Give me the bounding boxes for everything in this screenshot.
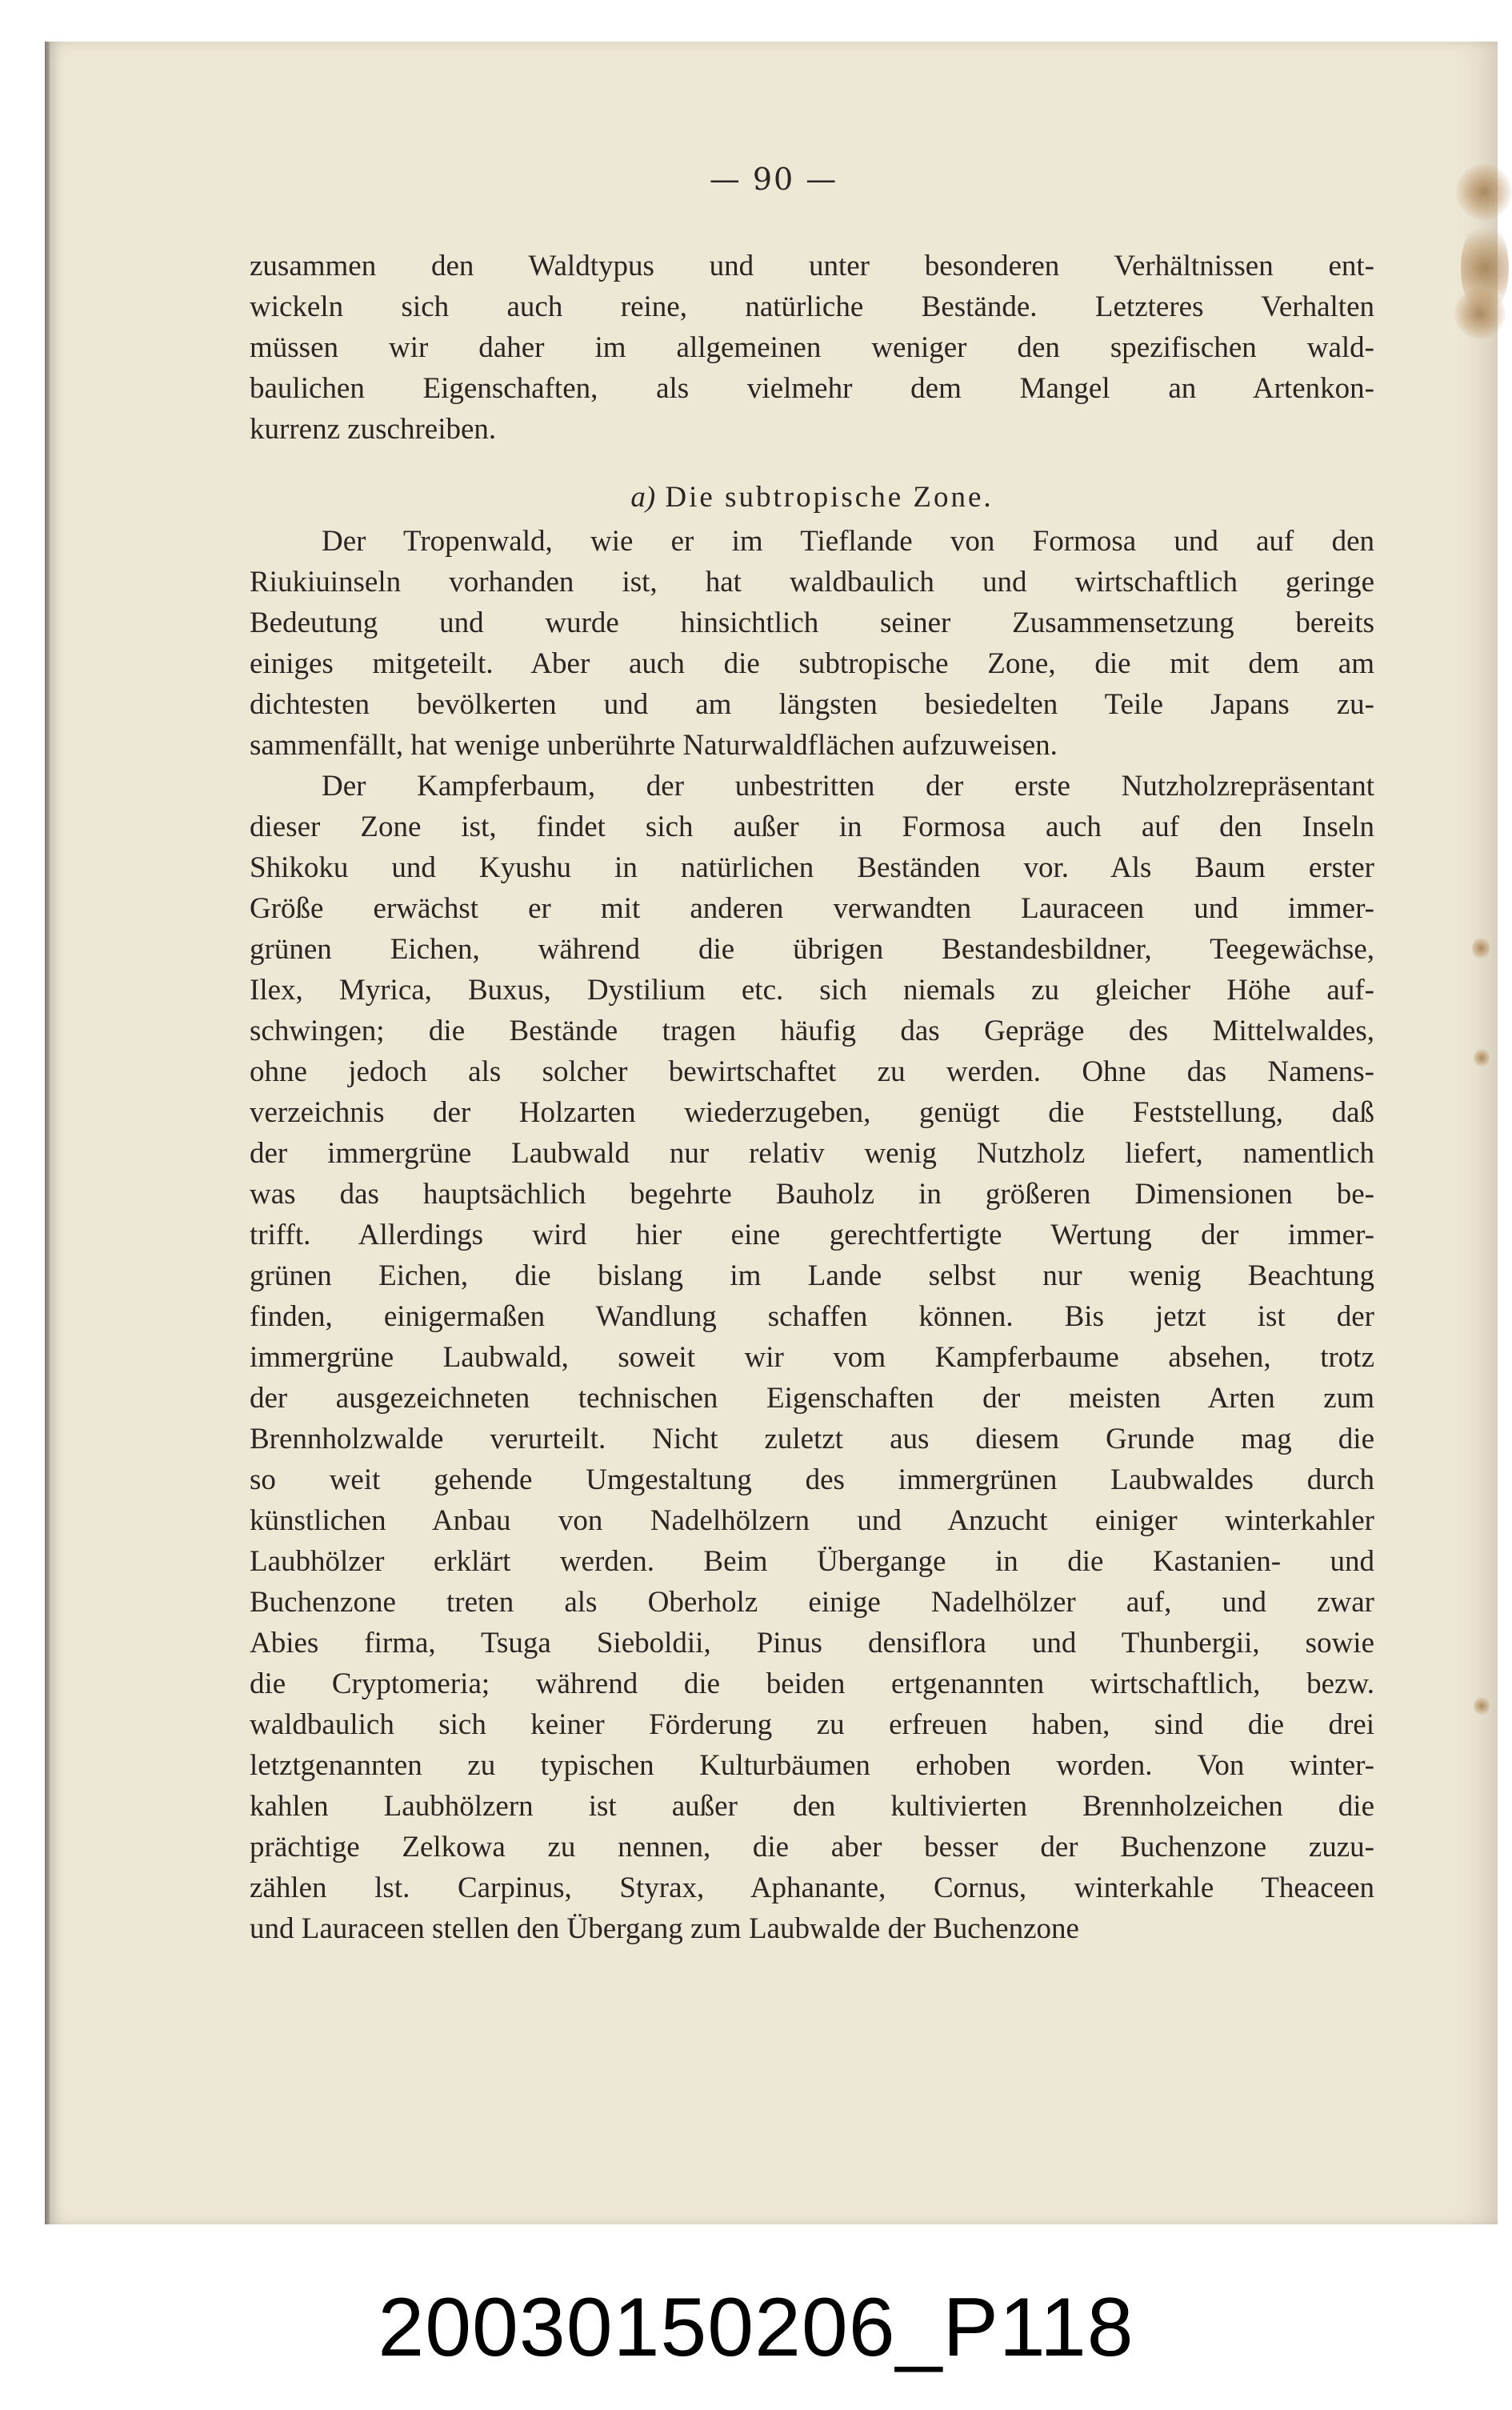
text-line: einiges mitgeteilt. Aber auch die subtropische Zone, die mit dem am	[250, 647, 1374, 680]
body-text	[250, 246, 1374, 1949]
text-line: ohne jedoch als solcher bewirtschaftet zu werden. Ohne das Namens-	[250, 1055, 1374, 1088]
text-line: Buchenzone treten als Oberholz einige Nadelhölzer auf, und zwar	[250, 1586, 1374, 1619]
text-line: Laubhölzer erklärt werden. Beim Übergange in die Kastanien- und	[250, 1545, 1374, 1578]
text-line: grünen Eichen, während die übrigen Bestandesbildner, Teegewächse,	[250, 933, 1374, 966]
text-line: Der Tropenwald, wie er im Tieflande von Formosa und auf den	[322, 525, 1374, 558]
text-line: dichtesten bevölkerten und am längsten besiedelten Teile Japans zu-	[250, 688, 1374, 721]
text-line: Brennholzwalde verurteilt. Nicht zuletzt aus diesem Grunde mag die	[250, 1423, 1374, 1455]
text-line: Der Kampferbaum, der unbestritten der erste Nutzholzrepräsentant	[322, 770, 1374, 803]
text-line: letztgenannten zu typischen Kulturbäumen erhoben worden. Von winter-	[250, 1749, 1374, 1782]
text-line: waldbaulich sich keiner Förderung zu erfreuen haben, sind die drei	[250, 1708, 1374, 1741]
text-line: wickeln sich auch reine, natürliche Bestände. Letzteres Verhalten	[250, 290, 1374, 323]
text-line: die Cryptomeria; während die beiden ertgenannten wirtschaftlich, bezw.	[250, 1667, 1374, 1700]
text-line: Abies firma, Tsuga Sieboldii, Pinus densiflora und Thunbergii, sowie	[250, 1627, 1374, 1659]
paragraph-2	[250, 521, 1374, 766]
stain-mark	[1456, 164, 1512, 220]
section-heading-text: Die subtropische Zone.	[665, 481, 994, 514]
text-line: Shikoku und Kyushu in natürlichen Beständen vor. Als Baum erster	[250, 851, 1374, 884]
catalog-id-label: 20030150206_P118	[378, 2281, 1134, 2374]
text-line: kahlen Laubhölzern ist außer den kultivierten Brennholzeichen die	[250, 1790, 1374, 1823]
text-line: trifft. Allerdings wird hier eine gerechtfertigte Wertung der immer-	[250, 1219, 1374, 1251]
text-line: sammenfällt, hat wenige unberührte Naturwaldflächen aufzuweisen.	[250, 729, 1058, 762]
text-line: zusammen den Waldtypus und unter besonderen Verhältnissen ent-	[250, 250, 1374, 282]
stain-mark	[1472, 936, 1490, 960]
paragraph-3	[250, 766, 1374, 1949]
text-line: und Lauraceen stellen den Übergang zum Laubwalde der Buchenzone	[250, 1912, 1079, 1945]
text-line: baulichen Eigenschaften, als vielmehr dem Mangel an Artenkon-	[250, 372, 1374, 405]
text-line: was das hauptsächlich begehrte Bauholz in größeren Dimensionen be-	[250, 1178, 1374, 1211]
stain-mark	[1454, 288, 1506, 339]
text-line: verzeichnis der Holzarten wiederzugeben, genügt die Feststellung, daß	[250, 1096, 1374, 1129]
text-line: der ausgezeichneten technischen Eigenschaften der meisten Arten zum	[250, 1382, 1374, 1415]
text-line: schwingen; die Bestände tragen häufig das Gepräge des Mittelwaldes,	[250, 1015, 1374, 1047]
paragraph-1	[250, 246, 1374, 450]
text-line: dieser Zone ist, findet sich außer in Formosa auch auf den Inseln	[250, 811, 1374, 843]
text-line: Riukiuinseln vorhanden ist, hat waldbaulich und wirtschaftlich geringe	[250, 566, 1374, 598]
text-line: Ilex, Myrica, Buxus, Dystilium etc. sich niemals zu gleicher Höhe auf-	[250, 974, 1374, 1007]
text-line: immergrüne Laubwald, soweit wir vom Kampferbaume absehen, trotz	[250, 1341, 1374, 1374]
stain-mark	[1474, 1048, 1490, 1067]
page-number: — 90 —	[709, 162, 838, 197]
book-page	[50, 42, 1498, 2224]
text-line: Bedeutung und wurde hinsichtlich seiner Zusammensetzung bereits	[250, 607, 1374, 639]
section-heading-mark: a)	[630, 481, 656, 514]
text-line: finden, einigermaßen Wandlung schaffen können. Bis jetzt ist der	[250, 1300, 1374, 1333]
text-line: Größe erwächst er mit anderen verwandten Lauraceen und immer-	[250, 892, 1374, 925]
text-line: so weit gehende Umgestaltung des immergrünen Laubwaldes durch	[250, 1463, 1374, 1496]
text-line: künstlichen Anbau von Nadelhölzern und Anzucht einiger winterkahler	[250, 1504, 1374, 1537]
text-line: zählen lst. Carpinus, Styrax, Aphanante, Cornus, winterkahle Theaceen	[250, 1872, 1374, 1904]
section-heading	[250, 477, 1374, 518]
text-line: müssen wir daher im allgemeinen weniger den spezifischen wald-	[250, 331, 1374, 364]
stain-mark	[1474, 1696, 1490, 1715]
text-line: grünen Eichen, die bislang im Lande selbst nur wenig Beachtung	[250, 1259, 1374, 1292]
text-line: der immergrüne Laubwald nur relativ wenig Nutzholz liefert, namentlich	[250, 1137, 1374, 1170]
text-line: kurrenz zuschreiben.	[250, 413, 497, 446]
text-line: prächtige Zelkowa zu nennen, die aber besser der Buchenzone zuzu-	[250, 1831, 1374, 1864]
